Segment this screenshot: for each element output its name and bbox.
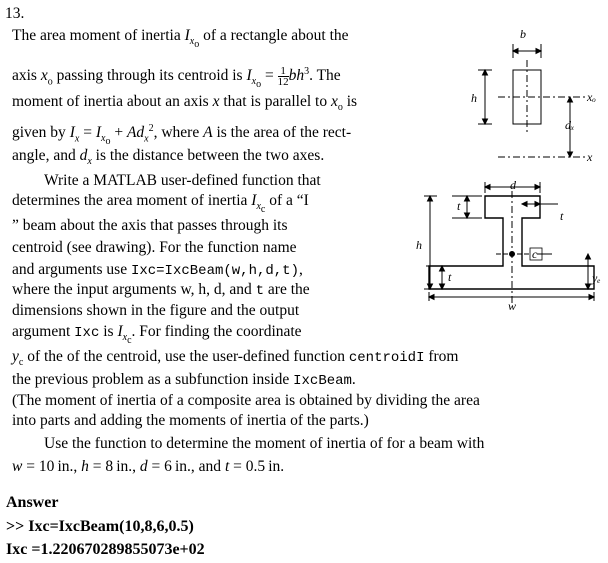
p2-line8: argument Ixc is $I_{x_c}$. For finding the coordinate <box>12 323 302 347</box>
p2-line2: determines the area moment of inertia $I_{x_c}$ of a “I <box>12 192 309 216</box>
rectangle-figure <box>470 24 606 169</box>
fig1-label-b: b <box>520 27 526 41</box>
answer-command: >> Ixc=IxcBeam(10,8,6,0.5) <box>6 518 194 535</box>
fig2-label-t-top: t <box>457 199 461 213</box>
p2-line1: Write a MATLAB user-defined function that <box>44 172 321 189</box>
fig1-label-h: h <box>471 91 477 105</box>
p3-line2: into parts and adding the moments of inertia of the parts.) <box>12 412 369 429</box>
p4-line2: w = 10 in., h = 8 in., d = 6 in., and t = 0.5 in. <box>12 458 285 475</box>
p1-line1: The area moment of inertia $I_{x_o}$ of a rectangle about the <box>12 27 349 51</box>
fig2-label-t-right: t <box>560 209 564 223</box>
p2-line5: and arguments use Ixc=IxcBeam(w,h,d,t), <box>12 261 303 279</box>
fig2-label-yc: yₑ <box>592 271 601 285</box>
fig2-label-t-bottom: t <box>448 270 452 284</box>
p2-line4: centroid (see drawing). For the function name <box>12 239 297 256</box>
fig2-label-h: h <box>416 238 422 252</box>
p2-line3: ” beam about the axis that passes through its <box>12 217 288 234</box>
p2-line7: dimensions shown in the figure and the output <box>12 302 300 319</box>
answer-heading: Answer <box>6 494 59 511</box>
fig2-label-c: c <box>532 247 538 261</box>
answer-result: Ixc =1.220670289855073e+02 <box>6 541 205 558</box>
p2-line9: $y_c$ of the of the centroid, use the user-defined function centroidI from <box>12 348 459 369</box>
p1-line5: angle, and $d_x$ is the distance between the two axes. <box>12 147 325 168</box>
p1-line4: given by $I_x = I_{x_o} + Ad_x^2$, where A is the area of the rect- <box>12 123 352 148</box>
p1-line2: axis $x_o$ passing through its centroid is $I_{x_o}$ = $\frac{1}{12}$ $bh^3$. The <box>12 65 341 91</box>
p2-line10: the previous problem as a subfunction inside IxcBeam. <box>12 371 356 389</box>
fig1-label-xo: xₒ <box>587 90 596 104</box>
p2-line6: where the input arguments w, h, d, and t are the <box>12 281 310 299</box>
fig1-label-x: x <box>587 150 593 164</box>
p3-line1: (The moment of inertia of a composite area is obtained by dividing the area <box>12 392 480 409</box>
i-beam-figure <box>412 176 606 328</box>
fig2-label-w: w <box>508 299 517 313</box>
problem-number: 13. <box>5 5 25 22</box>
p4-line1: Use the function to determine the moment of inertia of for a beam with <box>44 435 485 452</box>
p1-line3: moment of inertia about an axis x that is parallel to $x_o$ is <box>12 93 358 114</box>
fig2-label-d: d <box>510 178 516 192</box>
fig1-label-dx: dₓ <box>565 118 575 132</box>
